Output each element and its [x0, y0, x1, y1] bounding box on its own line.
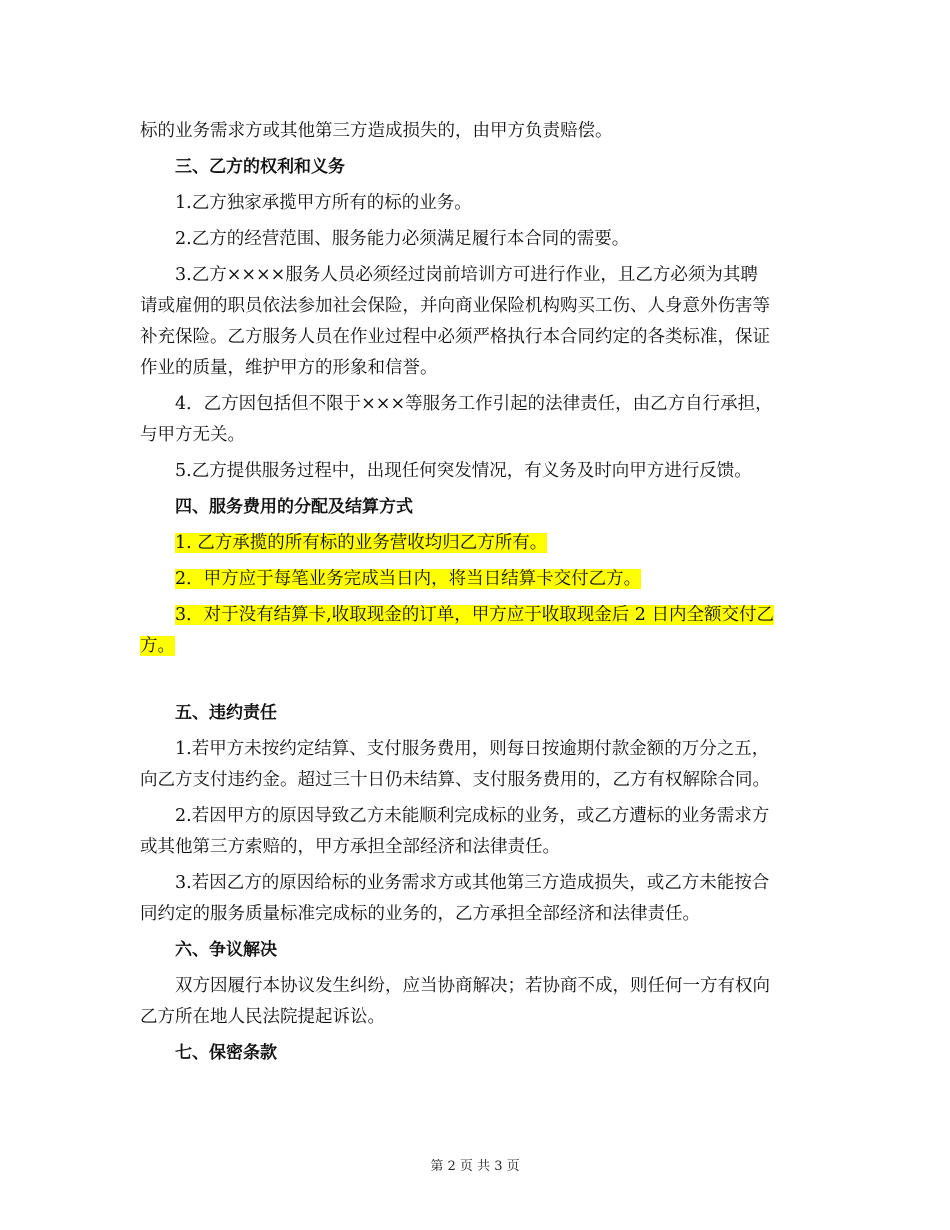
text-line: 1.若甲方未按约定结算、支付服务费用，则每日按逾期付款金额的万分之五，	[175, 739, 770, 759]
text-line: 1.乙方独家承揽甲方所有的标的业务。	[175, 193, 472, 213]
text-line: 乙方所在地人民法院提起诉讼。	[140, 1007, 385, 1027]
page-number-footer: 第 2 页 共 3 页	[430, 1159, 520, 1174]
highlighted-text-line	[140, 631, 830, 662]
paragraph-continuation	[140, 116, 830, 147]
clause-5-1	[140, 734, 830, 796]
text-line: 双方因履行本协议发生纠纷，应当协商解决；若协商不成，则任何一方有权向	[175, 976, 770, 996]
highlight-span: 1. 乙方承揽的所有标的业务营收均归乙方所有。	[175, 533, 548, 553]
text-line: 同约定的服务质量标准完成标的业务的，乙方承担全部经济和法律责任。	[140, 904, 700, 924]
clause-3-1	[140, 188, 830, 219]
section-heading-breach-liability: 五、违约责任	[175, 703, 277, 723]
text-line: 4．乙方因包括但不限于×××等服务工作引起的法律责任，由乙方自行承担，	[175, 394, 773, 414]
section-heading-confidentiality: 七、保密条款	[175, 1043, 277, 1063]
text-line: 作业的质量，维护甲方的形象和信誉。	[140, 358, 438, 378]
section-heading-fee-settlement: 四、服务费用的分配及结算方式	[175, 497, 413, 517]
clause-3-5	[140, 456, 830, 487]
blank-line	[140, 667, 830, 698]
text-line: 请或雇佣的职员依法参加社会保险，并向商业保险机构购买工伤、人身意外伤害等	[140, 296, 770, 316]
highlighted-text-line	[140, 600, 830, 631]
clause-4-3	[140, 600, 830, 662]
text-line: 2.若因甲方的原因导致乙方未能顺利完成标的业务，或乙方遭标的业务需求方	[175, 806, 770, 826]
highlight-span: 3．对于没有结算卡,收取现金的订单，甲方应于收取现金后 2 日内全额交付乙	[175, 605, 774, 625]
section-heading-dispute-resolution: 六、争议解决	[175, 940, 277, 960]
clause-3-4	[140, 389, 830, 451]
clause-5-3	[140, 868, 830, 930]
highlighted-text-line	[140, 564, 830, 595]
clause-3-3	[140, 260, 830, 384]
highlighted-text-line	[140, 528, 830, 559]
clause-4-1	[140, 528, 830, 559]
text-line: 5.乙方提供服务过程中，出现任何突发情况，有义务及时向甲方进行反馈。	[175, 461, 752, 481]
clause-6-1	[140, 971, 830, 1033]
text-line: 2.乙方的经营范围、服务能力必须满足履行本合同的需要。	[175, 229, 630, 249]
highlight-span: 方。	[140, 636, 175, 656]
text-line: 补充保险。乙方服务人员在作业过程中必须严格执行本合同约定的各类标准，保证	[140, 327, 770, 347]
text-line: 或其他第三方索赔的，甲方承担全部经济和法律责任。	[140, 837, 560, 857]
text-line: 3.乙方××××服务人员必须经过岗前培训方可进行作业，且乙方必须为其聘	[175, 265, 758, 285]
text-line: 标的业务需求方或其他第三方造成损失的，由甲方负责赔偿。	[140, 121, 613, 141]
clause-3-2	[140, 224, 830, 255]
document-body	[140, 116, 830, 1074]
clause-5-2	[140, 801, 830, 863]
text-line: 向乙方支付违约金。超过三十日仍未结算、支付服务费用的，乙方有权解除合同。	[140, 770, 770, 790]
section-heading-rights-obligations: 三、乙方的权利和义务	[175, 157, 345, 177]
highlight-span: 2．甲方应于每笔业务完成当日内，将当日结算卡交付乙方。	[175, 569, 642, 589]
text-line: 3.若因乙方的原因给标的业务需求方或其他第三方造成损失，或乙方未能按合	[175, 873, 770, 893]
text-line: 与甲方无关。	[140, 425, 245, 445]
clause-4-2	[140, 564, 830, 595]
